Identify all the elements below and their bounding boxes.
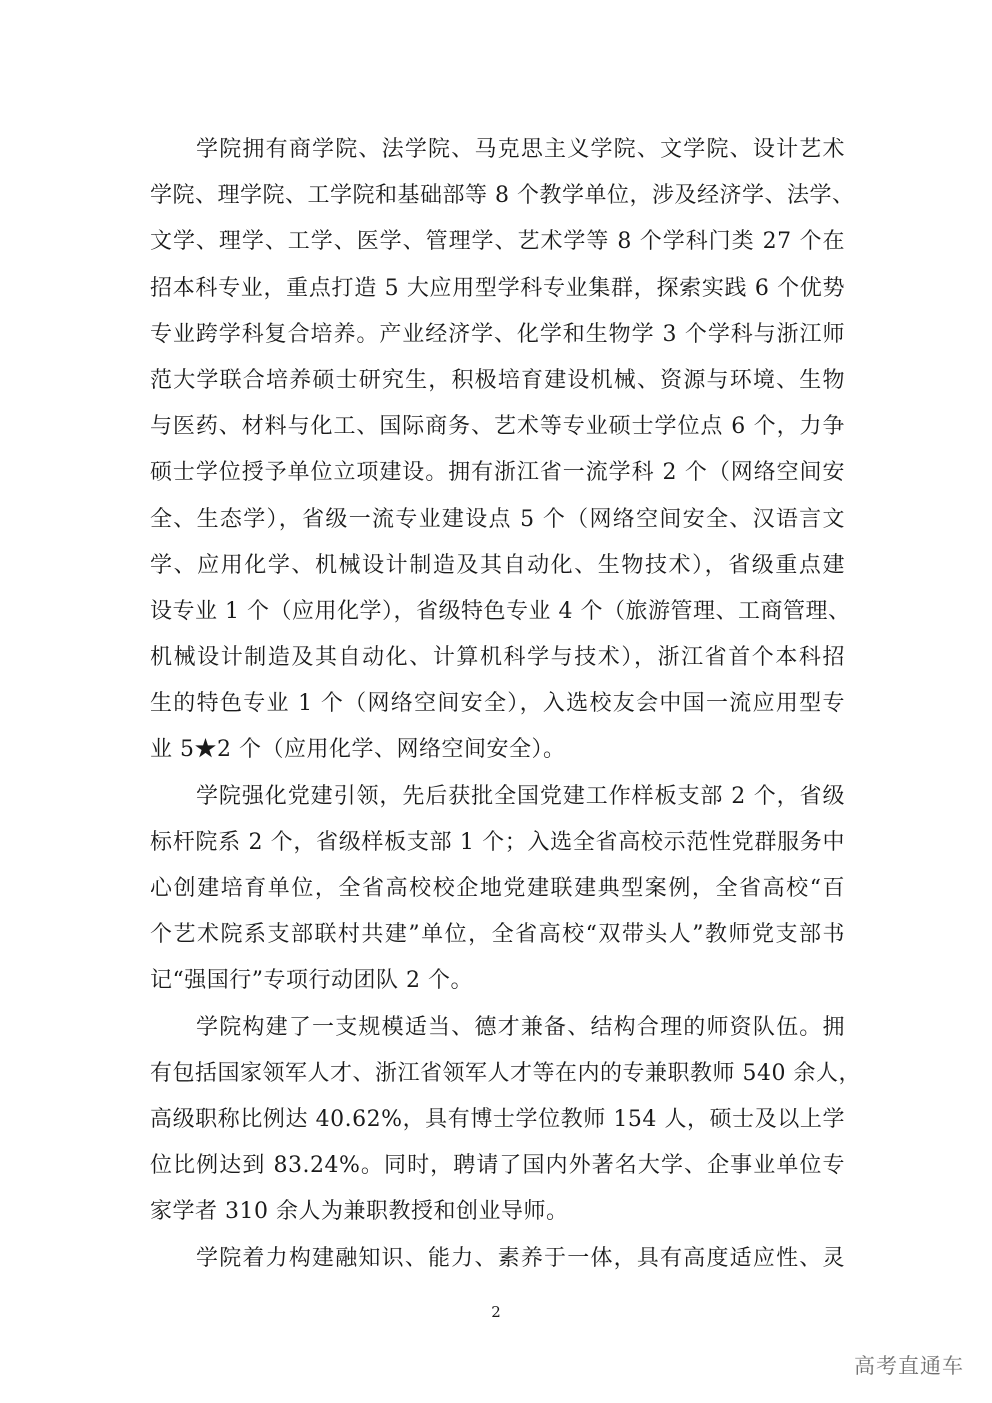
text-line: 学院着力构建融知识、能力、素养于一体，具有高度适应性、灵 [196, 1245, 845, 1271]
text-line: 文学、理学、工学、医学、管理学、艺术学等 8 个学科门类 27 个在 [150, 229, 845, 255]
text-line: 学院拥有商学院、法学院、马克思主义学院、文学院、设计艺术 [196, 137, 845, 162]
page-number: 2 [491, 1303, 501, 1321]
text-line: 家学者 310 余人为兼职教授和创业导师。 [150, 1199, 569, 1225]
text-line: 位比例达到 83.24%。同时，聘请了国内外著名大学、企事业单位专 [150, 1153, 845, 1179]
text-line: 学院强化党建引领，先后获批全国党建工作样板支部 2 个，省级 [196, 783, 845, 809]
text-line: 招本科专业，重点打造 5 大应用型学科专业集群，探索实践 6 个优势 [150, 275, 845, 301]
text-line: 机械设计制造及其自动化、计算机科学与技术），浙江省首个本科招 [150, 645, 845, 671]
text-line: 心创建培育单位，全省高校校企地党建联建典型案例，全省高校“百 [150, 876, 845, 901]
text-line: 硕士学位授予单位立项建设。拥有浙江省一流学科 2 个（网络空间安 [150, 460, 845, 486]
text-line: 学、应用化学、机械设计制造及其自动化、生物技术），省级重点建 [150, 552, 845, 578]
text-line: 范大学联合培养硕士研究生，积极培育建设机械、资源与环境、生物 [150, 367, 845, 393]
body-text [150, 127, 861, 1282]
text-line: 专业跨学科复合培养。产业经济学、化学和生物学 3 个学科与浙江师 [150, 321, 845, 347]
paragraph-party-building [150, 774, 845, 1005]
text-line: 设专业 1 个（应用化学），省级特色专业 4 个（旅游管理、工商管理、 [150, 598, 851, 624]
text-line: 业 5★2 个（应用化学、网络空间安全）。 [150, 737, 566, 763]
text-line: 生的特色专业 1 个（网络空间安全），入选校友会中国一流应用型专 [150, 691, 845, 717]
text-line: 学院、理学院、工学院和基础部等 8 个教学单位，涉及经济学、法学、 [150, 183, 855, 209]
text-line: 与医药、材料与化工、国际商务、艺术等专业硕士学位点 6 个，力争 [150, 414, 845, 440]
text-line: 高级职称比例达 40.62%，具有博士学位教师 154 人，硕士及以上学 [150, 1106, 845, 1132]
text-line: 学院构建了一支规模适当、德才兼备、结构合理的师资队伍。拥 [196, 1014, 845, 1040]
text-line: 记“强国行”专项行动团队 2 个。 [150, 968, 473, 994]
text-line: 标杆院系 2 个，省级样板支部 1 个；入选全省高校示范性党群服务中 [150, 829, 845, 855]
paragraph-education-system [150, 1236, 845, 1282]
watermark-logo-text: 高考直通车 [854, 1354, 964, 1378]
text-line: 全、生态学），省级一流专业建设点 5 个（网络空间安全、汉语言文 [150, 506, 845, 532]
text-line: 有包括国家领军人才、浙江省领军人才等在内的专兼职教师 540 余人， [150, 1060, 861, 1086]
paragraph-faculty-staff [150, 1005, 861, 1236]
text-line: 个艺术院系支部联村共建”单位，全省高校“双带头人”教师党支部书 [150, 922, 845, 948]
paragraph-faculties [150, 127, 855, 774]
